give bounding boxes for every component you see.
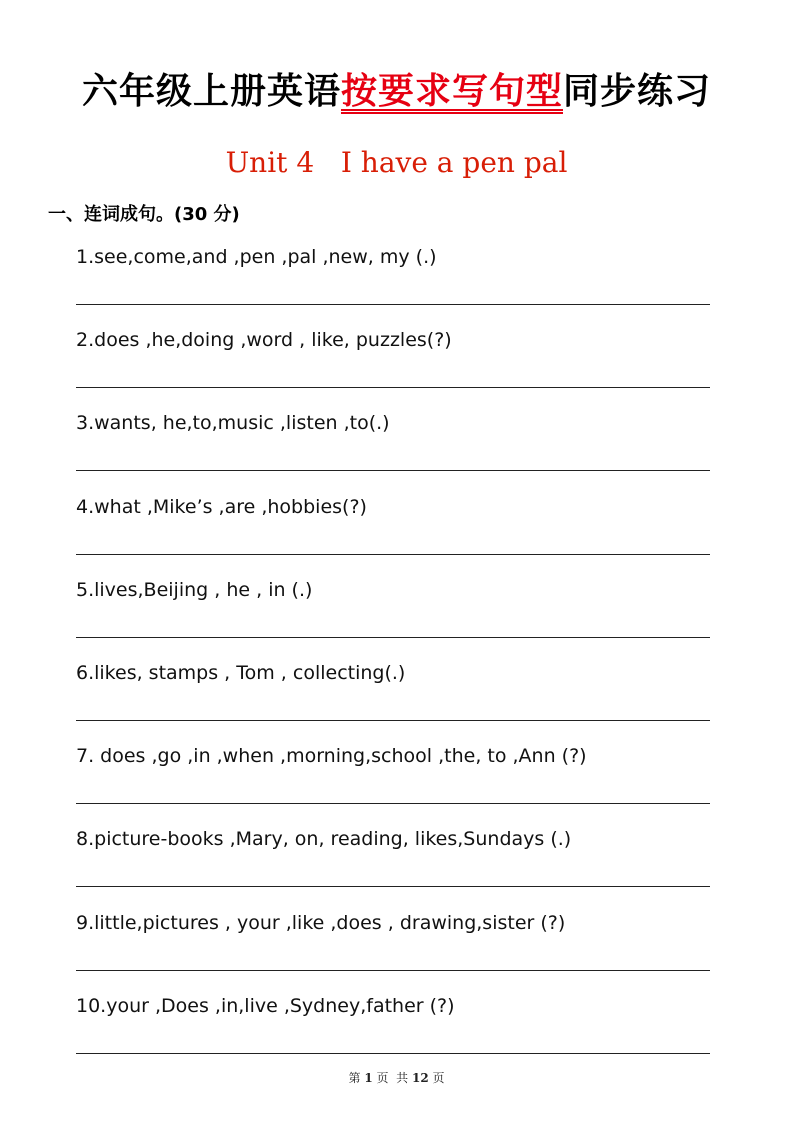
question-item xyxy=(76,822,712,905)
total-pages-number: 12 xyxy=(411,1071,429,1085)
footer-suffix: 页 xyxy=(432,1071,445,1085)
answer-line[interactable] xyxy=(76,720,710,721)
answer-line[interactable] xyxy=(76,803,710,804)
answer-line[interactable] xyxy=(76,470,710,471)
answer-line[interactable] xyxy=(76,970,710,971)
question-text: 1.see,come,and ,pen ,pal ,new, my (.) xyxy=(76,246,437,268)
title-highlight: 按要求写句型 xyxy=(340,71,563,112)
question-item xyxy=(76,240,712,323)
question-text: 8.picture-books ,Mary, on, reading, likes,Sundays (.) xyxy=(76,828,572,851)
question-text: 2.does ,he,doing ,word , like, puzzles(?) xyxy=(76,329,452,352)
question-text: 9.little,pictures , your ,like ,does , drawing,sister (?) xyxy=(76,911,566,934)
answer-line[interactable] xyxy=(76,554,710,555)
question-text: 3.wants, he,to,music ,listen ,to(.) xyxy=(76,412,390,435)
section-heading: 一、连词成句。(30 分) xyxy=(48,204,240,225)
title-part-2: 同步练习 xyxy=(563,71,712,112)
question-item xyxy=(76,739,712,822)
question-list xyxy=(76,240,712,1072)
answer-line[interactable] xyxy=(76,637,710,638)
answer-line[interactable] xyxy=(76,387,710,388)
current-page-number: 1 xyxy=(364,1071,373,1085)
page-title xyxy=(0,68,793,116)
question-text: 7. does ,go ,in ,when ,morning,school ,the, to ,Ann (?) xyxy=(76,745,587,768)
answer-line[interactable] xyxy=(76,304,710,305)
question-text: 5.lives,Beijing , he , in (.) xyxy=(76,578,313,601)
question-text: 4.what ,Mike’s ,are ,hobbies(?) xyxy=(76,495,367,518)
question-item xyxy=(76,573,712,656)
answer-line[interactable] xyxy=(76,1053,710,1054)
answer-line[interactable] xyxy=(76,886,710,887)
question-item xyxy=(76,906,712,989)
question-item xyxy=(76,323,712,406)
unit-subtitle: Unit 4 I have a pen pal xyxy=(225,146,568,179)
question-item xyxy=(76,406,712,489)
page-footer xyxy=(0,1069,793,1087)
question-text: 6.likes, stamps , Tom , collecting(.) xyxy=(76,661,406,684)
question-item xyxy=(76,656,712,739)
footer-middle: 页 共 xyxy=(376,1071,409,1085)
title-part-1: 六年级上册英语 xyxy=(81,71,341,112)
question-text: 10.your ,Does ,in,live ,Sydney,father (?) xyxy=(76,994,455,1017)
footer-prefix: 第 xyxy=(348,1071,361,1085)
question-item xyxy=(76,490,712,573)
question-item xyxy=(76,989,712,1072)
